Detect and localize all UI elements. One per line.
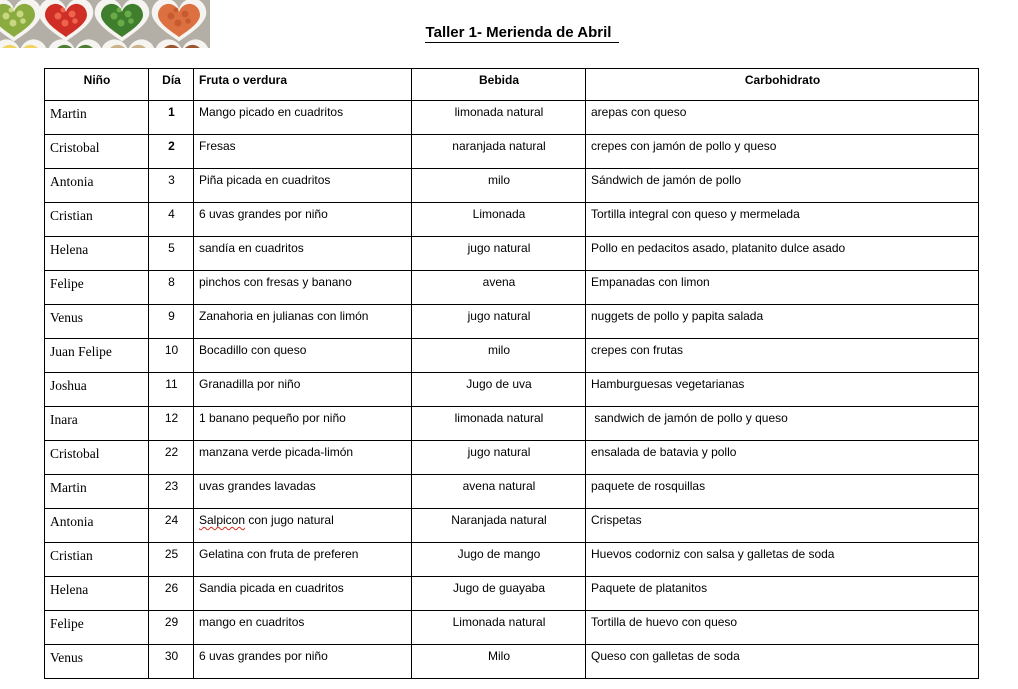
table-header: [45, 69, 979, 101]
cell-bebida: milo: [412, 339, 586, 373]
table-body: [45, 101, 979, 679]
cell-fruta: sandía en cuadritos: [194, 237, 412, 271]
cell-dia: 12: [149, 407, 194, 441]
cell-nino: Inara: [45, 407, 149, 441]
table-row: [45, 509, 979, 543]
cell-dia: 3: [149, 169, 194, 203]
cell-nino: Antonia: [45, 509, 149, 543]
cell-carbohidrato: Tortilla integral con queso y mermelada: [586, 203, 979, 237]
cell-fruta: Fresas: [194, 135, 412, 169]
column-header-bebida: Bebida: [412, 69, 586, 101]
table-row: [45, 441, 979, 475]
cell-bebida: limonada natural: [412, 407, 586, 441]
cell-fruta: manzana verde picada-limón: [194, 441, 412, 475]
cell-dia: 9: [149, 305, 194, 339]
cell-nino: Cristian: [45, 203, 149, 237]
table-row: [45, 543, 979, 577]
cell-dia: 24: [149, 509, 194, 543]
broccoli-texture: [117, 8, 122, 13]
cell-carbohidrato: Tortilla de huevo con queso: [586, 611, 979, 645]
cell-fruta: Salpicon con jugo natural: [194, 509, 412, 543]
column-header-nino: Niño: [45, 69, 149, 101]
cell-bebida: jugo natural: [412, 305, 586, 339]
column-header-fruta: Fruta o verdura: [194, 69, 412, 101]
cell-fruta: 1 banano pequeño por niño: [194, 407, 412, 441]
kiwi-texture: [9, 8, 14, 13]
table-row: [45, 475, 979, 509]
cell-carbohidrato: paquete de rosquillas: [586, 475, 979, 509]
table-row: [45, 169, 979, 203]
cell-fruta: Zanahoria en julianas con limón: [194, 305, 412, 339]
cell-dia: 5: [149, 237, 194, 271]
cell-fruta: Mango picado en cuadritos: [194, 101, 412, 135]
cell-bebida: Limonada: [412, 203, 586, 237]
cell-nino: Venus: [45, 305, 149, 339]
broccoli-texture: [128, 18, 134, 24]
cell-dia: 10: [149, 339, 194, 373]
cell-fruta: pinchos con fresas y banano: [194, 271, 412, 305]
cell-carbohidrato: Empanadas con limon: [586, 271, 979, 305]
cell-nino: Joshua: [45, 373, 149, 407]
table-row: [45, 577, 979, 611]
red-lentils-texture: [185, 18, 191, 24]
cell-bebida: Jugo de guayaba: [412, 577, 586, 611]
cell-fruta: Gelatina con fruta de preferen: [194, 543, 412, 577]
table-row: [45, 407, 979, 441]
cell-carbohidrato: crepes con jamón de pollo y queso: [586, 135, 979, 169]
cell-carbohidrato: arepas con queso: [586, 101, 979, 135]
cell-bebida: Jugo de uva: [412, 373, 586, 407]
cell-carbohidrato: Huevos codorniz con salsa y galletas de soda: [586, 543, 979, 577]
kiwi-texture: [17, 11, 24, 18]
red-lentils-texture: [168, 13, 175, 20]
page-title: Taller 1- Merienda de Abril: [425, 24, 620, 43]
cell-fruta: 6 uvas grandes por niño: [194, 203, 412, 237]
header-row: [45, 69, 979, 101]
cell-carbohidrato: nuggets de pollo y papita salada: [586, 305, 979, 339]
cell-carbohidrato: Hamburguesas vegetarianas: [586, 373, 979, 407]
cell-carbohidrato: Crispetas: [586, 509, 979, 543]
table-row: [45, 135, 979, 169]
misspelled-word: Salpicon: [199, 513, 246, 527]
cell-bebida: limonada natural: [412, 101, 586, 135]
cell-nino: Antonia: [45, 169, 149, 203]
cell-fruta: Bocadillo con queso: [194, 339, 412, 373]
cell-dia: 22: [149, 441, 194, 475]
cell-bebida: jugo natural: [412, 441, 586, 475]
cell-fruta: Sandia picada en cuadritos: [194, 577, 412, 611]
cell-bebida: avena natural: [412, 475, 586, 509]
table-row: [45, 271, 979, 305]
cell-dia: 25: [149, 543, 194, 577]
cell-fruta: Granadilla por niño: [194, 373, 412, 407]
table-row: [45, 305, 979, 339]
cell-carbohidrato: sandwich de jamón de pollo y queso: [586, 407, 979, 441]
cell-bebida: jugo natural: [412, 237, 586, 271]
table-row: [45, 645, 979, 679]
cell-nino: Cristobal: [45, 441, 149, 475]
strawberries-texture: [72, 18, 78, 24]
red-lentils-texture: [174, 8, 179, 13]
cell-bebida: Naranjada natural: [412, 509, 586, 543]
cell-fruta: mango en cuadritos: [194, 611, 412, 645]
table-row: [45, 339, 979, 373]
cell-nino: Cristobal: [45, 135, 149, 169]
table-row: [45, 611, 979, 645]
cell-nino: Venus: [45, 645, 149, 679]
cell-fruta: Piña picada en cuadritos: [194, 169, 412, 203]
table-row: [45, 373, 979, 407]
cell-dia: 1: [149, 101, 194, 135]
cell-nino: Juan Felipe: [45, 339, 149, 373]
cell-nino: Martin: [45, 101, 149, 135]
strawberries-texture: [69, 11, 76, 18]
cell-fruta: uvas grandes lavadas: [194, 475, 412, 509]
strawberries-texture: [55, 13, 62, 20]
cell-nino: Helena: [45, 577, 149, 611]
kiwi-texture: [20, 18, 26, 24]
cell-bebida: Milo: [412, 645, 586, 679]
broccoli-texture: [125, 11, 132, 18]
cell-dia: 26: [149, 577, 194, 611]
cell-nino: Felipe: [45, 611, 149, 645]
cell-dia: 30: [149, 645, 194, 679]
kiwi-texture: [3, 13, 10, 20]
cell-carbohidrato: Sándwich de jamón de pollo: [586, 169, 979, 203]
menu-table: [44, 68, 979, 679]
cell-dia: 8: [149, 271, 194, 305]
cell-nino: Felipe: [45, 271, 149, 305]
cell-carbohidrato: Pollo en pedacitos asado, platanito dulce asado: [586, 237, 979, 271]
table-row: [45, 237, 979, 271]
title-row: [0, 24, 1018, 42]
cell-dia: 4: [149, 203, 194, 237]
cell-dia: 23: [149, 475, 194, 509]
cell-carbohidrato: crepes con frutas: [586, 339, 979, 373]
cell-fruta: 6 uvas grandes por niño: [194, 645, 412, 679]
cell-bebida: Jugo de mango: [412, 543, 586, 577]
cell-dia: 11: [149, 373, 194, 407]
broccoli-texture: [111, 13, 118, 20]
cell-bebida: avena: [412, 271, 586, 305]
cell-carbohidrato: ensalada de batavia y pollo: [586, 441, 979, 475]
table-row: [45, 203, 979, 237]
cell-carbohidrato: Queso con galletas de soda: [586, 645, 979, 679]
cell-carbohidrato: Paquete de platanitos: [586, 577, 979, 611]
cell-nino: Cristian: [45, 543, 149, 577]
cell-dia: 29: [149, 611, 194, 645]
cell-bebida: Limonada natural: [412, 611, 586, 645]
column-header-dia: Día: [149, 69, 194, 101]
cell-nino: Martin: [45, 475, 149, 509]
column-header-carbohidrato: Carbohidrato: [586, 69, 979, 101]
red-lentils-texture: [182, 11, 189, 18]
strawberries-texture: [61, 8, 66, 13]
cell-bebida: milo: [412, 169, 586, 203]
cell-bebida: naranjada natural: [412, 135, 586, 169]
table-row: [45, 101, 979, 135]
cell-nino: Helena: [45, 237, 149, 271]
cell-dia: 2: [149, 135, 194, 169]
